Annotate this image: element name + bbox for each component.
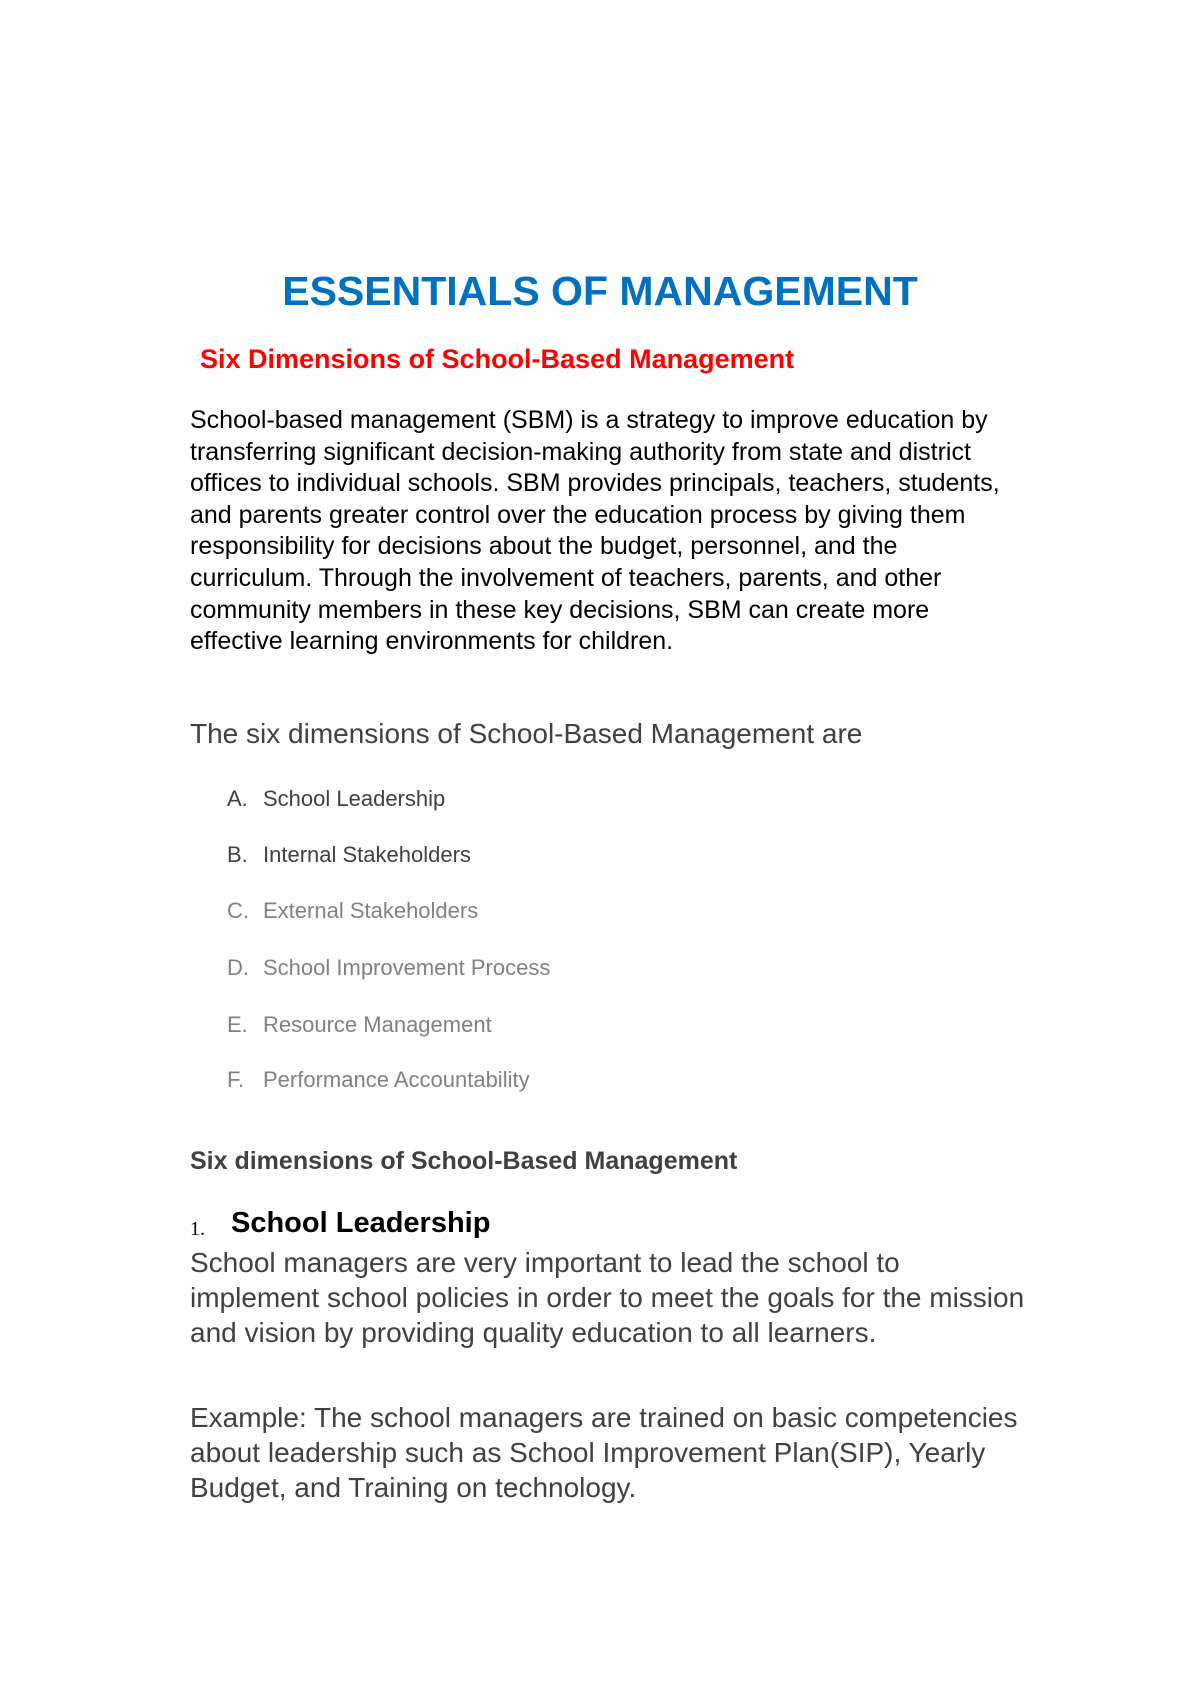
- list-item-label: Performance Accountability: [263, 1067, 530, 1092]
- list-item-label: School Leadership: [263, 786, 446, 811]
- list-item: [227, 786, 445, 812]
- document-title: ESSENTIALS OF MANAGEMENT: [282, 268, 918, 314]
- list-item: [227, 1012, 492, 1038]
- list-item-letter: C.: [227, 898, 249, 923]
- list-item: [227, 955, 550, 981]
- dimensions-lead-text: The six dimensions of School-Based Management are: [190, 718, 863, 749]
- section-title: School Leadership: [231, 1207, 491, 1239]
- list-item: [227, 898, 478, 924]
- list-item: [227, 1067, 530, 1093]
- intro-paragraph: School-based management (SBM) is a strategy to improve education by transferring significant decision-making authority from state and district offices to individual schools. SBM provides principals, teachers, students, and parents greater control over the education process by giving them responsibility for decisions about the budget, personnel, and the curriculum. Through the involvement of teachers, parents, and other community members in these key decisions, SBM can create more effective learning environments for children.: [190, 406, 1000, 656]
- list-item-letter: A.: [227, 786, 248, 811]
- list-item-letter: B.: [227, 842, 248, 867]
- section-example: Example: The school managers are trained on basic competencies about leadership such as School Improvement Plan(SIP), Yearly Budget, and Training on technology.: [190, 1402, 1018, 1503]
- list-item-letter: D.: [227, 955, 249, 980]
- list-item-letter: E.: [227, 1012, 248, 1037]
- section-body: School managers are very important to lead the school to implement school policies in order to meet the goals for the mission and vision by providing quality education to all learners.: [190, 1247, 1025, 1348]
- list-item-label: School Improvement Process: [263, 955, 551, 980]
- list-item-label: External Stakeholders: [263, 898, 479, 923]
- list-item-letter: F.: [227, 1067, 245, 1092]
- document-subtitle: Six Dimensions of School-Based Management: [200, 344, 795, 374]
- section-heading: Six dimensions of School-Based Management: [190, 1147, 738, 1175]
- list-item: [227, 842, 471, 868]
- list-item-label: Internal Stakeholders: [263, 842, 471, 867]
- list-item-label: Resource Management: [263, 1012, 492, 1037]
- section-number: 1.: [190, 1218, 205, 1240]
